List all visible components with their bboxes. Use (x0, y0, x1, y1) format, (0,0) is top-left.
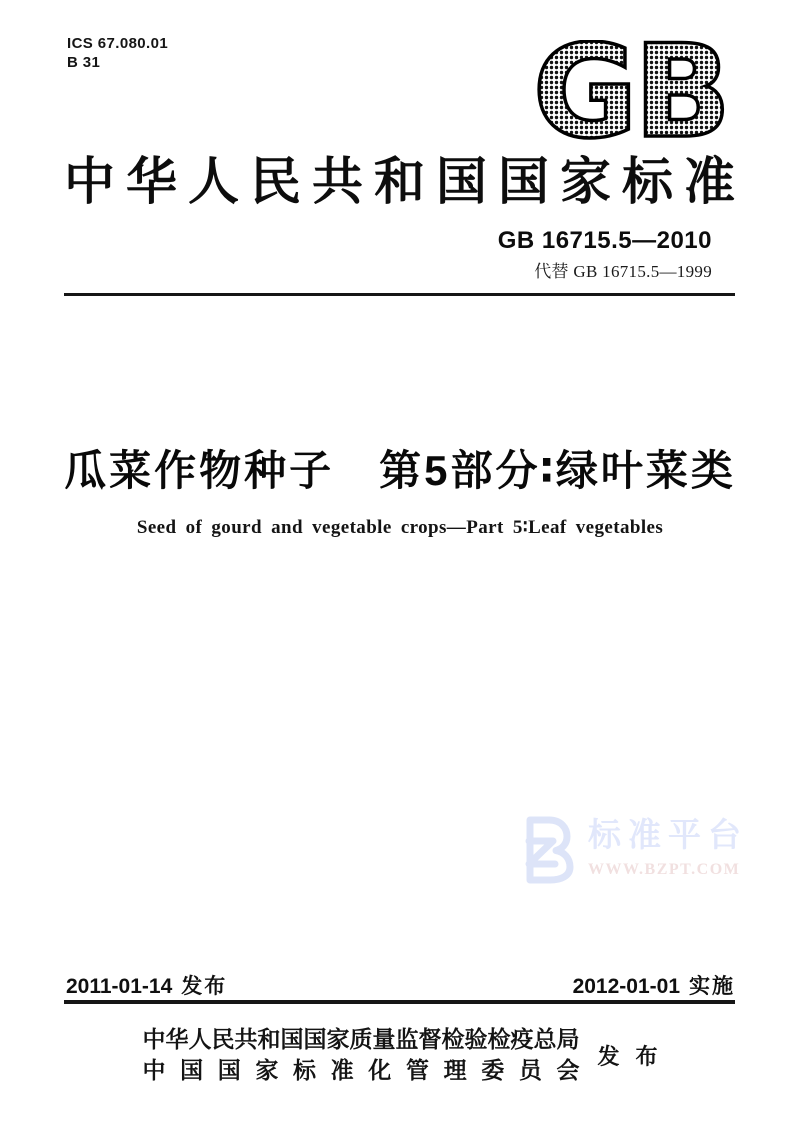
watermark-name: 标准平台 (588, 816, 748, 853)
watermark-logo-icon (516, 815, 578, 885)
watermark (516, 815, 748, 885)
implement-date-value: 2012-01-01 (572, 975, 680, 998)
watermark-url: WWW.BZPT.COM (588, 861, 741, 878)
watermark-text (588, 815, 748, 879)
ics-block (67, 34, 168, 72)
footer-rule (64, 1000, 735, 1004)
document-title-zh: 瓜菜作物种子 第5部分∶绿叶菜类 (64, 447, 736, 494)
standard-number: GB 16715.5—2010 (497, 227, 712, 254)
issuer-names (142, 1024, 579, 1086)
publish-date-value: 2011-01-14 (66, 975, 173, 998)
publish-date (66, 970, 227, 1000)
issuer-line-2: 中国国家标准化管理委员会 (142, 1058, 580, 1083)
gb-logo (524, 40, 737, 140)
issue-label: 发布 (597, 1043, 674, 1069)
publish-date-label: 发布 (181, 975, 228, 998)
national-standard-heading: 中华人民共和国国家标准 (64, 155, 735, 211)
gb-logo-graphic (524, 40, 737, 140)
implement-date-label: 实施 (689, 975, 735, 998)
standard-number-block (498, 227, 712, 282)
issuer-line-1: 中华人民共和国国家质量监督检验检疫总局 (142, 1027, 580, 1052)
ics-code: ICS 67.080.01 (67, 35, 169, 52)
classification-code: B 31 (67, 54, 101, 71)
date-row (66, 970, 735, 1000)
header-rule (64, 293, 735, 296)
implement-date (573, 970, 735, 1000)
gb-logo-text: GB (532, 40, 728, 140)
document-title-en: Seed of gourd and vegetable crops—Part 5∶Leaf vegetables (136, 517, 664, 538)
replaced-standard-number: 代替 GB 16715.5—1999 (534, 262, 712, 281)
issuer-block (0, 1024, 800, 1086)
